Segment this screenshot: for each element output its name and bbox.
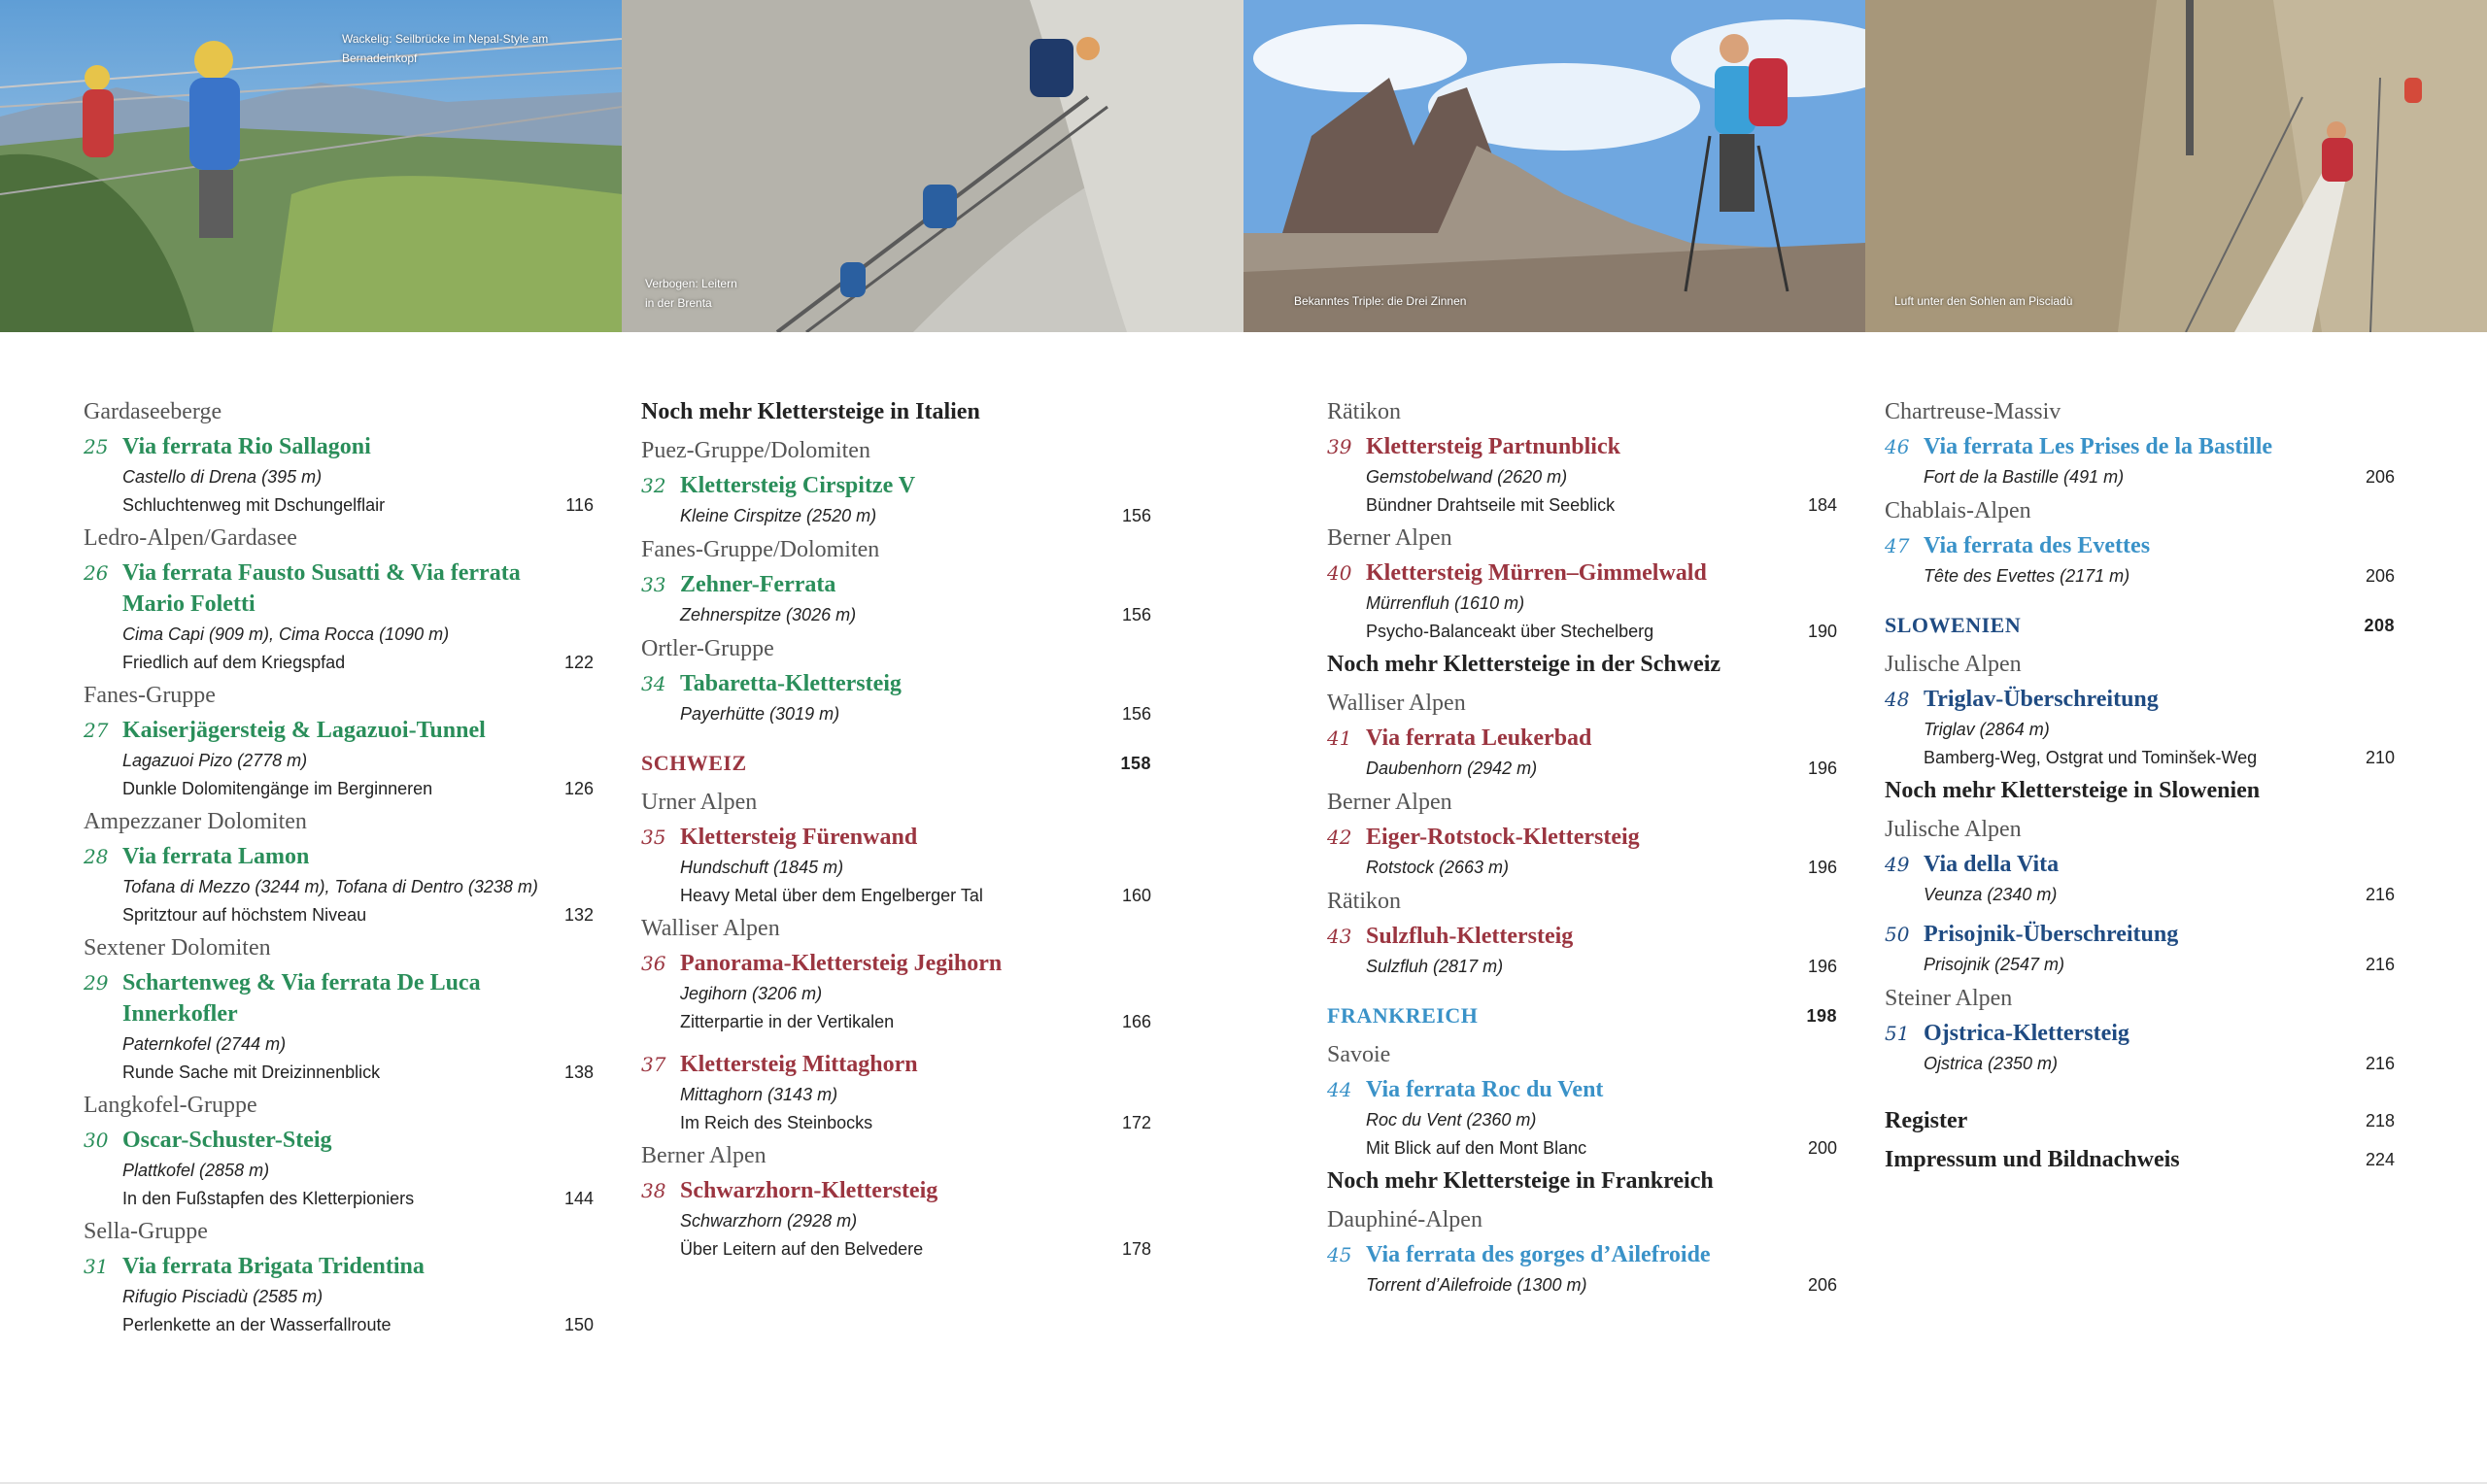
tour-subtitle: Friedlich auf dem Kriegspfad [122,653,346,672]
toc-entry-46[interactable] [1885,431,2395,491]
photo-pisciadu-bridge [1865,0,2487,332]
tour-title: Klettersteig Fürenwand [680,825,918,850]
country-name: FRANKREICH [1327,1003,1479,1028]
tour-number: 27 [84,719,109,742]
tour-title-continued: Innerkofler [122,1001,238,1027]
page-number: 132 [563,905,594,925]
tour-number: 45 [1327,1243,1352,1266]
page-number: 206 [2365,566,2395,586]
page-number: 166 [1121,1012,1151,1031]
page-number: 196 [1807,858,1837,877]
page-number: 206 [1807,1275,1837,1295]
page-number: 200 [1807,1138,1837,1158]
photo-caption [1294,291,1466,311]
tour-title: Via ferrata Lamon [122,844,310,869]
tour-title: Via ferrata Leukerbad [1366,725,1592,751]
region-heading: Dauphiné-Alpen [1327,1207,1482,1232]
page-number: 218 [2365,1111,2395,1130]
country-heading-slowenien[interactable] [1885,606,2395,645]
toc-entry-30[interactable] [84,1125,594,1212]
toc-entry-25[interactable] [84,431,594,519]
toc-entry-27[interactable] [84,715,594,802]
tour-summit: Kleine Cirspitze (2520 m) [680,506,877,525]
pisciadu-bridge-image [1865,0,2487,332]
tour-summit: Castello di Drena (395 m) [122,467,323,487]
section-heading: Noch mehr Klettersteige in Italien [641,399,980,424]
toc-column-2 [641,392,1151,1263]
toc-entry-50[interactable] [1885,919,2395,979]
tour-summit: Jegihorn (3206 m) [680,984,823,1003]
page-number: 126 [563,779,594,798]
tour-summit: Tofana di Mezzo (3244 m), Tofana di Dentro (3238 m) [122,877,538,896]
toc-entry-33[interactable] [641,569,1151,629]
toc-entry-41[interactable] [1327,723,1837,783]
section-heading: Noch mehr Klettersteige in Frankreich [1327,1168,1714,1194]
tour-subtitle: Bamberg-Weg, Ostgrat und Tominšek-Weg [1924,748,2258,767]
region-heading: Walliser Alpen [1327,691,1466,716]
photo-caption [342,29,548,68]
toc-entry-48[interactable] [1885,684,2395,771]
tour-title: Klettersteig Partnunblick [1366,434,1620,459]
country-heading-schweiz[interactable] [641,744,1151,783]
tour-title: Via ferrata des Evettes [1924,533,2151,558]
tour-subtitle: Runde Sache mit Dreizinnenblick [122,1062,381,1082]
tour-number: 41 [1327,726,1352,750]
toc-column-3 [1327,392,1837,1299]
tour-title: Triglav-Überschreitung [1924,687,2159,712]
country-heading-frankreich[interactable] [1327,996,1837,1035]
toc-entry-40[interactable] [1327,557,1837,645]
page-number: 196 [1807,957,1837,976]
region-heading: Berner Alpen [1327,790,1452,815]
region-heading: Ledro-Alpen/Gardasee [84,525,297,551]
tour-subtitle: Über Leitern auf den Belvedere [680,1239,924,1259]
tour-subtitle: Heavy Metal über dem Engelberger Tal [680,886,983,905]
tour-title: Klettersteig Mürren–Gimmelwald [1366,560,1707,586]
tour-title-continued: Mario Foletti [122,591,256,617]
impressum-label: Impressum und Bildnachweis [1885,1147,2180,1172]
tour-title: Klettersteig Cirspitze V [680,473,916,498]
tour-summit: Payerhütte (3019 m) [680,704,840,724]
tour-summit: Roc du Vent (2360 m) [1366,1110,1537,1130]
tour-subtitle: In den Fußstapfen des Kletterpioniers [122,1189,415,1208]
toc-entry-26[interactable] [84,557,594,676]
region-heading: Steiner Alpen [1885,986,2013,1011]
toc-entry-44[interactable] [1327,1074,1837,1162]
photo-caption [1894,291,2072,311]
tour-number: 29 [84,971,109,995]
tour-title: Klettersteig Mittaghorn [680,1052,918,1077]
tour-title: Panorama-Klettersteig Jegihorn [680,951,1003,976]
page-number: 116 [565,495,594,515]
region-heading: Langkofel-Gruppe [84,1093,257,1118]
region-heading: Berner Alpen [1327,525,1452,551]
country-name: SLOWENIEN [1885,613,2022,637]
tour-title: Via ferrata Brigata Tridentina [122,1254,425,1279]
tour-number: 51 [1885,1022,1910,1045]
page-number: 196 [1807,759,1837,778]
page-number: 156 [1121,605,1151,624]
tour-number: 43 [1327,925,1352,948]
region-heading: Urner Alpen [641,790,758,815]
toc-entry-38[interactable] [641,1175,1151,1263]
tour-title: Via ferrata Roc du Vent [1366,1077,1604,1102]
page-number: 156 [1121,704,1151,724]
tour-number: 46 [1885,435,1910,458]
region-heading: Puez-Gruppe/Dolomiten [641,438,870,463]
section-heading: Noch mehr Klettersteige in der Schweiz [1327,652,1721,677]
region-heading: Ampezzaner Dolomiten [84,809,307,834]
tour-number: 34 [641,672,666,695]
tour-summit: Hundschuft (1845 m) [680,858,844,877]
tour-number: 25 [84,435,109,458]
tour-summit: Veunza (2340 m) [1924,885,2058,904]
page-number: 216 [2365,1054,2395,1073]
tour-number: 48 [1885,688,1910,711]
toc-entry-42[interactable] [1327,822,1837,882]
photo-caption [645,274,737,313]
tour-title: Via della Vita [1924,852,2060,877]
tour-subtitle: Mit Blick auf den Mont Blanc [1366,1138,1587,1158]
region-heading: Julische Alpen [1885,652,2022,677]
tour-summit: Schwarzhorn (2928 m) [680,1211,858,1231]
page-number: 178 [1121,1239,1151,1259]
caption-line: Bekanntes Triple: die Drei Zinnen [1294,294,1467,308]
tour-title: Oscar-Schuster-Steig [122,1128,332,1153]
section-heading: Noch mehr Klettersteige in Slowenien [1885,778,2261,803]
photo-brenta-ladders [622,0,1244,332]
page-number: 158 [1120,754,1151,773]
tour-title: Eiger-Rotstock-Klettersteig [1366,825,1640,850]
tour-number: 42 [1327,826,1352,849]
photo-strip [0,0,2487,332]
page-number: 184 [1807,495,1837,515]
tour-number: 28 [84,845,109,868]
page-number: 210 [2365,748,2395,767]
tour-number: 35 [641,826,666,849]
tour-title: Sulzfluh-Klettersteig [1366,924,1574,949]
tour-title: Kaiserjägersteig & Lagazuoi-Tunnel [122,718,486,743]
tour-subtitle: Bündner Drahtseile mit Seeblick [1366,495,1616,515]
caption-line: Luft unter den Sohlen am Pisciadù [1894,294,2073,308]
toc-entry-31[interactable] [84,1251,594,1338]
region-heading: Walliser Alpen [641,916,780,941]
tour-summit: Mürrenfluh (1610 m) [1366,593,1525,613]
tour-subtitle: Spritztour auf höchstem Niveau [122,905,367,925]
tour-summit: Rifugio Pisciadù (2585 m) [122,1287,324,1306]
tour-title: Via ferrata Fausto Susatti & Via ferrata [122,560,521,586]
region-heading: Julische Alpen [1885,817,2022,842]
tour-title: Via ferrata Rio Sallagoni [122,434,371,459]
region-heading: Fanes-Gruppe [84,683,216,708]
page-number: 224 [2365,1150,2395,1169]
toc-impressum[interactable] [1885,1140,2395,1179]
tour-number: 32 [641,474,666,497]
toc-entry-35[interactable] [641,822,1151,909]
page-number: 156 [1121,506,1151,525]
tour-subtitle: Dunkle Dolomitengänge im Berginneren [122,779,433,798]
region-heading: Rätikon [1327,399,1401,424]
tour-title: Prisojnik-Überschreitung [1924,922,2179,947]
tour-summit: Daubenhorn (2942 m) [1366,759,1538,778]
page-number: 172 [1121,1113,1151,1132]
tour-summit: Rotstock (2663 m) [1366,858,1510,877]
caption-line: Wackelig: Seilbrücke im Nepal-Style am [342,32,549,46]
page-number: 144 [563,1189,594,1208]
tour-summit: Lagazuoi Pizo (2778 m) [122,751,308,770]
region-heading: Chartreuse-Massiv [1885,399,2061,424]
drei-zinnen-image [1244,0,1865,332]
toc-entry-32[interactable] [641,470,1151,530]
page-number: 216 [2365,885,2395,904]
page-number: 208 [2364,616,2395,635]
toc-entry-45[interactable] [1327,1239,1837,1299]
page-number: 198 [1806,1006,1837,1026]
toc-entry-29[interactable] [84,967,594,1086]
page-number: 190 [1807,622,1837,641]
tour-summit: Fort de la Bastille (491 m) [1924,467,2125,487]
tour-title: Ojstrica-Klettersteig [1924,1021,2129,1046]
tour-title: Via ferrata Les Prises de la Bastille [1924,434,2273,459]
tour-number: 50 [1885,923,1910,946]
tour-number: 47 [1885,534,1910,557]
tour-title: Schartenweg & Via ferrata De Luca [122,970,481,995]
caption-line: Verbogen: Leitern [645,277,737,290]
tour-summit: Tête des Evettes (2171 m) [1924,566,2130,586]
toc-entry-39[interactable] [1327,431,1837,519]
region-heading: Fanes-Gruppe/Dolomiten [641,537,880,562]
tour-title: Via ferrata des gorges d’Ailefroide [1366,1242,1711,1267]
tour-summit: Plattkofel (2858 m) [122,1161,270,1180]
tour-number: 49 [1885,853,1910,876]
tour-number: 39 [1327,435,1352,458]
toc-entry-43[interactable] [1327,921,1837,981]
country-name: SCHWEIZ [641,751,747,775]
toc-register[interactable] [1885,1101,2395,1140]
tour-summit: Torrent d’Ailefroide (1300 m) [1366,1275,1587,1295]
tour-number: 31 [84,1255,109,1278]
tour-title: Zehner-Ferrata [680,572,836,597]
toc-entry-47[interactable] [1885,530,2395,590]
page-number: 206 [2365,467,2395,487]
tour-subtitle: Psycho-Balanceakt über Stechelberg [1366,622,1654,641]
toc-column-1 [84,392,594,1338]
tour-number: 37 [641,1053,666,1076]
page-number: 122 [563,653,594,672]
toc-column-4 [1885,392,2395,1179]
region-heading: Gardaseeberge [84,399,222,424]
tour-summit: Cima Capi (909 m), Cima Rocca (1090 m) [122,624,450,644]
tour-summit: Mittaghorn (3143 m) [680,1085,838,1104]
tour-summit: Prisojnik (2547 m) [1924,955,2065,974]
tour-number: 40 [1327,561,1352,585]
caption-line: in der Brenta [645,296,712,310]
region-heading: Sella-Gruppe [84,1219,208,1244]
tour-title: Tabaretta-Klettersteig [680,671,902,696]
tour-summit: Triglav (2864 m) [1924,720,2050,739]
toc-entry-51[interactable] [1885,1018,2395,1078]
tour-subtitle: Zitterpartie in der Vertikalen [680,1012,895,1031]
photo-rope-bridge [0,0,622,332]
tour-summit: Ojstrica (2350 m) [1924,1054,2059,1073]
tour-title: Schwarzhorn-Klettersteig [680,1178,938,1203]
toc-entry-36[interactable] [641,948,1151,1035]
tour-number: 33 [641,573,666,596]
tour-subtitle: Im Reich des Steinbocks [680,1113,873,1132]
tour-subtitle: Perlenkette an der Wasserfallroute [122,1315,392,1334]
toc-entry-37[interactable] [641,1049,1151,1136]
page-number: 150 [563,1315,594,1334]
toc-entry-34[interactable] [641,668,1151,728]
region-heading: Sextener Dolomiten [84,935,271,961]
tour-summit: Zehnerspitze (3026 m) [680,605,857,624]
page-number: 160 [1121,886,1151,905]
toc-entry-49[interactable] [1885,849,2395,909]
tour-subtitle: Schluchtenweg mit Dschungelflair [122,495,386,515]
region-heading: Ortler-Gruppe [641,636,774,661]
caption-line: Bernadeinkopf [342,51,418,65]
tour-summit: Gemstobelwand (2620 m) [1366,467,1568,487]
region-heading: Savoie [1327,1042,1391,1067]
tour-number: 26 [84,561,109,585]
region-heading: Berner Alpen [641,1143,767,1168]
tour-number: 38 [641,1179,666,1202]
toc-entry-28[interactable] [84,841,594,928]
tour-number: 30 [84,1129,109,1152]
page-number: 216 [2365,955,2395,974]
tour-summit: Paternkofel (2744 m) [122,1034,287,1054]
region-heading: Rätikon [1327,889,1401,914]
tour-summit: Sulzfluh (2817 m) [1366,957,1504,976]
tour-number: 44 [1327,1078,1352,1101]
region-heading: Chablais-Alpen [1885,498,2031,523]
tour-number: 36 [641,952,666,975]
register-label: Register [1885,1108,1968,1133]
photo-drei-zinnen [1244,0,1865,332]
page-number: 138 [563,1062,594,1082]
